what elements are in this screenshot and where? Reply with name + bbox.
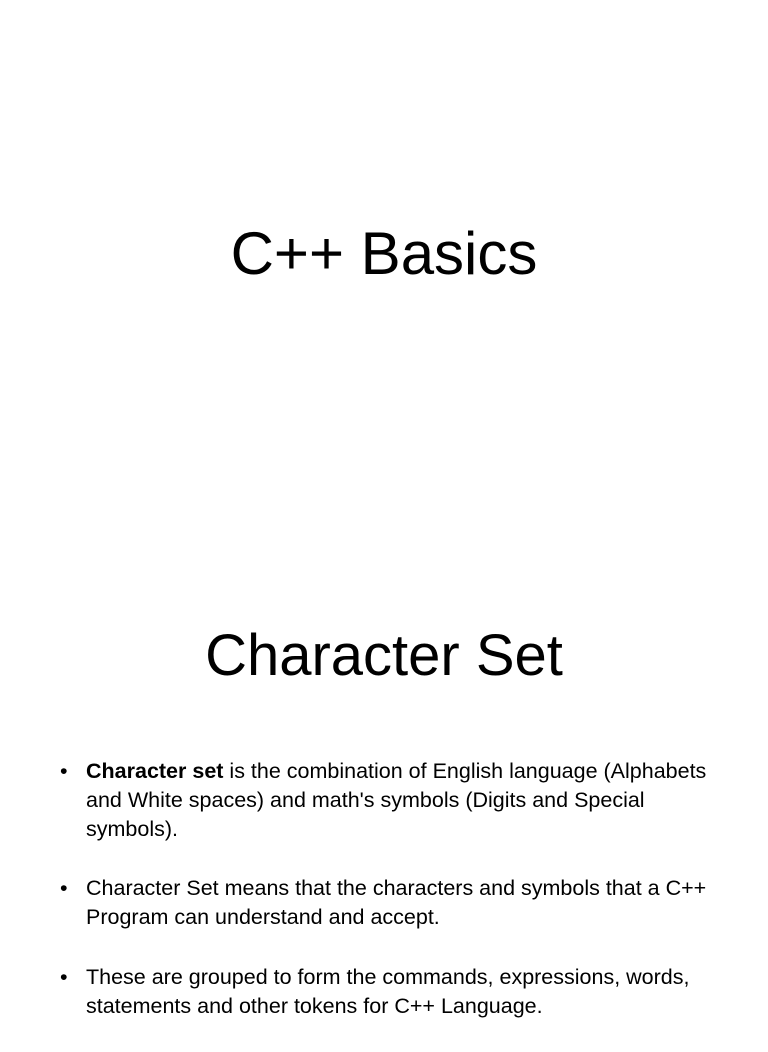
bullet-text: These are grouped to form the commands, expressions, words, statements and other tokens for C++ Language. (86, 964, 690, 1018)
bullet-item (0, 874, 768, 932)
bullet-bold-term: Character set (86, 759, 224, 783)
bullet-text: is the combination of English language (Alphabets and White spaces) and math's symbols (Digits and Special symbols). (86, 759, 707, 841)
bullet-item (0, 963, 768, 1021)
slide-cpp-basics (0, 0, 768, 510)
bullet-dot-icon: • (60, 876, 68, 901)
slide-character-set (0, 510, 768, 1024)
slide-title: C++ Basics (230, 220, 538, 287)
bullet-item (0, 757, 768, 843)
bullet-dot-icon: • (60, 964, 68, 989)
bullet-text: Character Set means that the characters and symbols that a C++ Program can understand and accept. (86, 876, 707, 930)
bullet-dot-icon: • (60, 759, 68, 783)
slide-title: Character Set (205, 623, 563, 688)
bullet-list (0, 757, 768, 1052)
